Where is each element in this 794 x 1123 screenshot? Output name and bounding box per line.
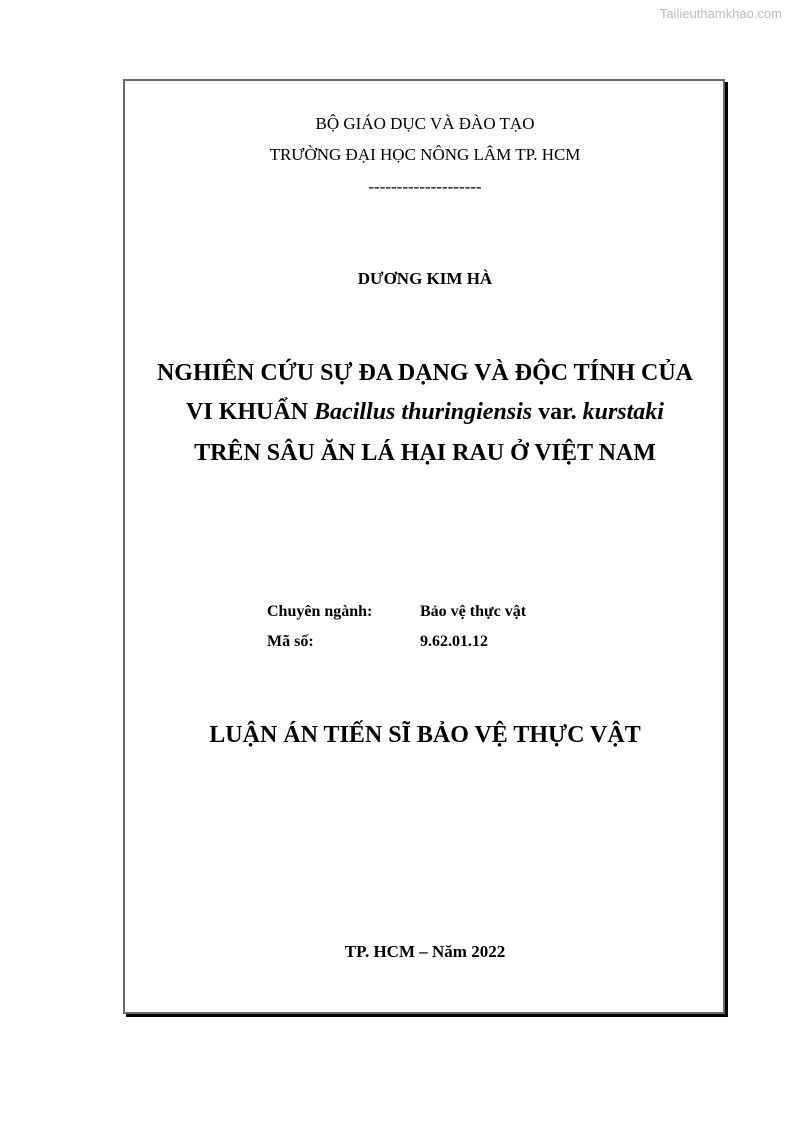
title-line-3: TRÊN SÂU ĂN LÁ HẠI RAU Ở VIỆT NAM <box>194 440 656 466</box>
page-border <box>123 79 725 1014</box>
watermark: Tailieuthamkhao.com <box>659 6 782 21</box>
detail-row-major <box>267 603 526 621</box>
author-name: DƯƠNG KIM HÀ <box>357 269 493 288</box>
var-label: var. <box>532 399 583 425</box>
detail-value: Bảo vệ thực vật <box>420 603 527 620</box>
detail-row-code <box>267 633 488 651</box>
detail-label: Mã số: <box>267 633 314 650</box>
university-name: TRƯỜNG ĐẠI HỌC NÔNG LÂM TP. HCM <box>269 145 581 164</box>
degree-title: LUẬN ÁN TIẾN SĨ BẢO VỆ THỰC VẬT <box>209 722 641 748</box>
title-line-1: NGHIÊN CỨU SỰ ĐA DẠNG VÀ ĐỘC TÍNH CỦA <box>156 360 694 386</box>
detail-label: Chuyên ngành: <box>267 603 373 620</box>
separator: -------------------- <box>368 177 482 196</box>
detail-value: 9.62.01.12 <box>420 633 488 650</box>
place-year: TP. HCM – Năm 2022 <box>344 942 506 961</box>
species-name: Bacillus thuringiensis <box>314 399 533 425</box>
title-prefix: VI KHUẨN <box>186 399 315 425</box>
title-line-2 <box>123 399 727 426</box>
subspecies-name: kurstaki <box>582 399 664 425</box>
ministry-name: BỘ GIÁO DỤC VÀ ĐÀO TẠO <box>315 114 535 133</box>
